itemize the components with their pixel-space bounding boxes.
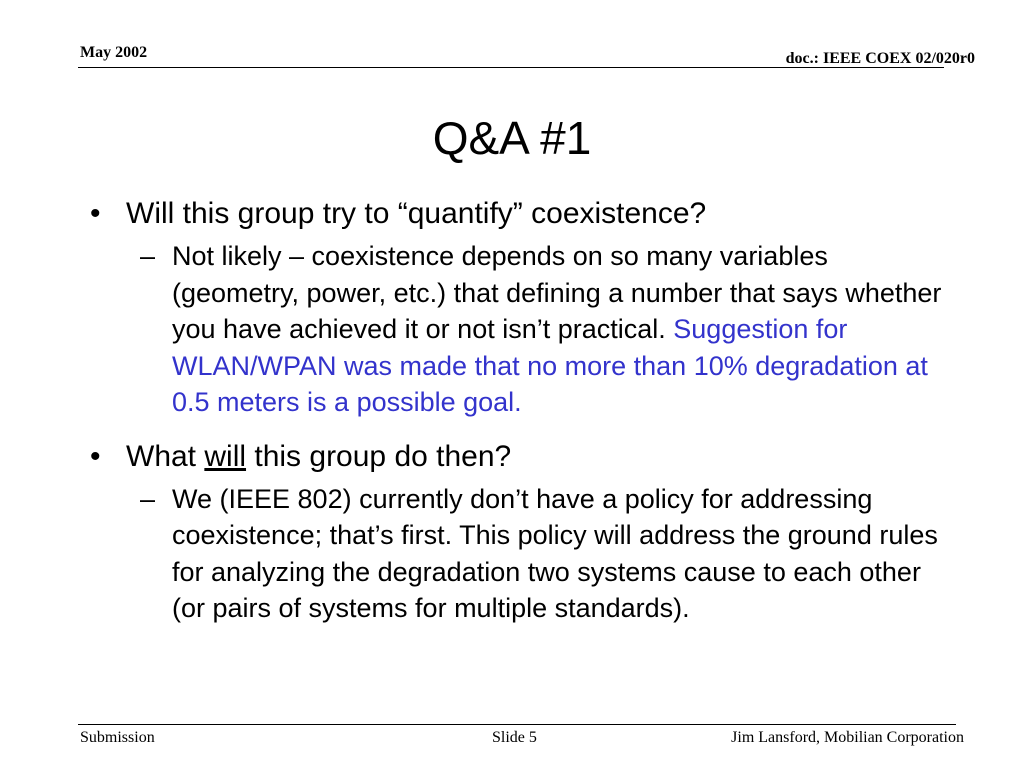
sub-bullet-text: We (IEEE 802) currently don’t have a policy for addressing coexistence; that’s first. This policy will address the ground rules for analyzing the degradation two systems cause to each other (or pairs of systems for multiple standards).: [172, 483, 938, 623]
sub-bullet-text: Not likely – coexistence depends on so many variables (geometry, power, etc.) that defining a number that says whether you have achieved it or not isn’t practical.: [172, 241, 942, 344]
footer-submission: Submission: [80, 729, 155, 746]
sub-bullet-item-2: [90, 481, 950, 627]
sub-bullet-item-1: [90, 238, 950, 421]
bullet-mark: •: [90, 197, 101, 230]
bullet-item-2: [90, 435, 950, 479]
bullet-text-underlined: will: [204, 439, 247, 473]
bullet-mark: •: [90, 439, 101, 473]
header-doc-id: doc.: IEEE COEX 02/020r0: [785, 50, 975, 67]
bullet-item-1: [90, 192, 950, 236]
bullet-text-before: What: [126, 439, 205, 473]
bullet-list: [90, 192, 950, 627]
footer-divider: [78, 724, 956, 725]
footer-author: Jim Lansford, Mobilian Corporation: [731, 729, 964, 746]
sub-bullet-highlight: Suggestion for WLAN/WPAN was made that no more than 10% degradation at 0.5 meters is a possible goal.: [172, 314, 928, 417]
header-date: May 2002: [80, 44, 148, 61]
bullet-text-after: this group do then?: [246, 439, 512, 473]
header-divider: [78, 67, 944, 68]
sub-bullet-mark: –: [140, 483, 156, 514]
bullet-text: Will this group try to “quantify” coexistence?: [126, 197, 707, 230]
footer-slide-number: Slide 5: [492, 729, 537, 746]
slide-title: Q&A #1: [432, 112, 592, 164]
sub-bullet-mark: –: [140, 241, 156, 271]
